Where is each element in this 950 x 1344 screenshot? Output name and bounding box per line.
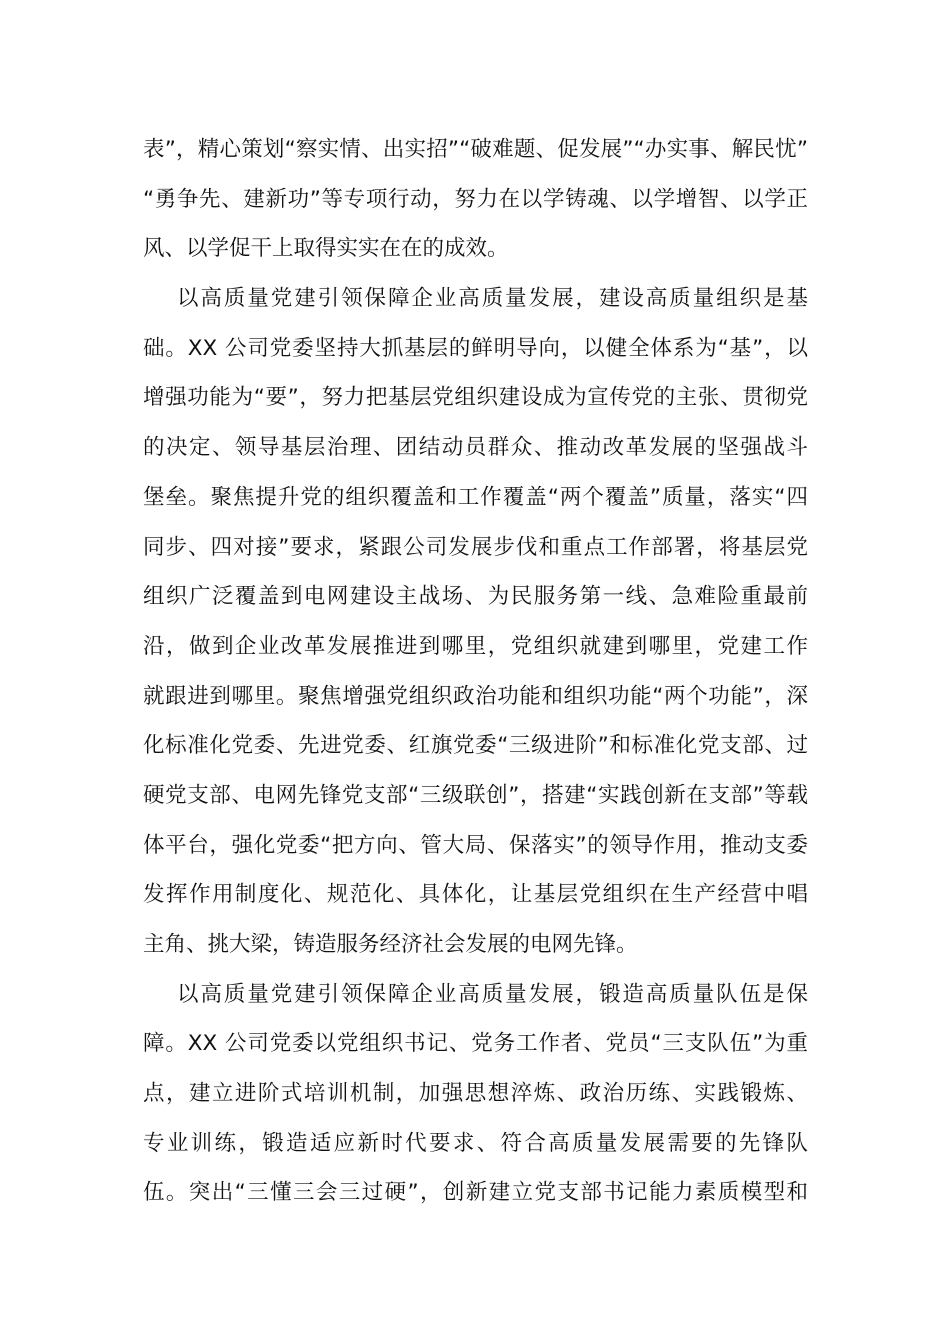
text-line: 同步、四对接”要求，紧跟公司发展步伐和重点工作部署，将基层党: [143, 534, 808, 560]
text-line: “勇争先、建新功”等专项行动，努力在以学铸魂、以学增智、以学正: [143, 186, 808, 212]
text-line: 点，建立进阶式培训机制，加强思想淬炼、政治历练、实践锻炼、: [143, 1081, 808, 1107]
text-line: 风、以学促干上取得实实在在的成效。: [143, 236, 509, 262]
text-line: 硬党支部、电网先锋党支部“三级联创”，搭建“实践创新在支部”等载: [143, 782, 808, 808]
text-line: 增强功能为“要”，努力把基层党组织建设成为宣传党的主张、贯彻党: [143, 385, 808, 411]
text-line: 础。XX 公司党委坚持大抓基层的鲜明导向，以健全体系为“基”，以: [143, 335, 808, 361]
text-line: 就跟进到哪里。聚焦增强党组织政治功能和组织功能“两个功能”，深: [143, 683, 808, 709]
text-line: 的决定、领导基层治理、团结动员群众、推动改革发展的坚强战斗: [143, 435, 808, 461]
text-line: 伍。突出“三懂三会三过硬”，创新建立党支部书记能力素质模型和: [143, 1180, 808, 1206]
text-line: 主角、挑大梁，铸造服务经济社会发展的电网先锋。: [143, 932, 638, 957]
text-line: 发挥作用制度化、规范化、具体化，让基层党组织在生产经营中唱: [143, 882, 808, 908]
text-line: 化标准化党委、先进党委、红旗党委“三级进阶”和标准化党支部、过: [143, 733, 808, 759]
text-line: 以高质量党建引领保障企业高质量发展，锻造高质量队伍是保: [177, 981, 808, 1007]
text-line: 以高质量党建引领保障企业高质量发展，建设高质量组织是基: [177, 286, 808, 312]
text-line: 体平台，强化党委“把方向、管大局、保落实”的领导作用，推动支委: [143, 832, 808, 858]
text-line: 专业训练，锻造适应新时代要求、符合高质量发展需要的先锋队: [143, 1130, 808, 1156]
text-line: 障。XX 公司党委以党组织书记、党务工作者、党员“三支队伍”为重: [143, 1031, 808, 1057]
text-line: 组织广泛覆盖到电网建设主战场、为民服务第一线、急难险重最前: [143, 584, 808, 610]
document-body: [143, 125, 808, 1218]
text-line: 沿，做到企业改革发展推进到哪里，党组织就建到哪里，党建工作: [143, 633, 808, 659]
text-line: 堡垒。聚焦提升党的组织覆盖和工作覆盖“两个覆盖”质量，落实“四: [143, 484, 808, 510]
text-line: 表”，精心策划“察实情、出实招”“破难题、促发展”“办实事、解民忧”: [143, 137, 808, 162]
